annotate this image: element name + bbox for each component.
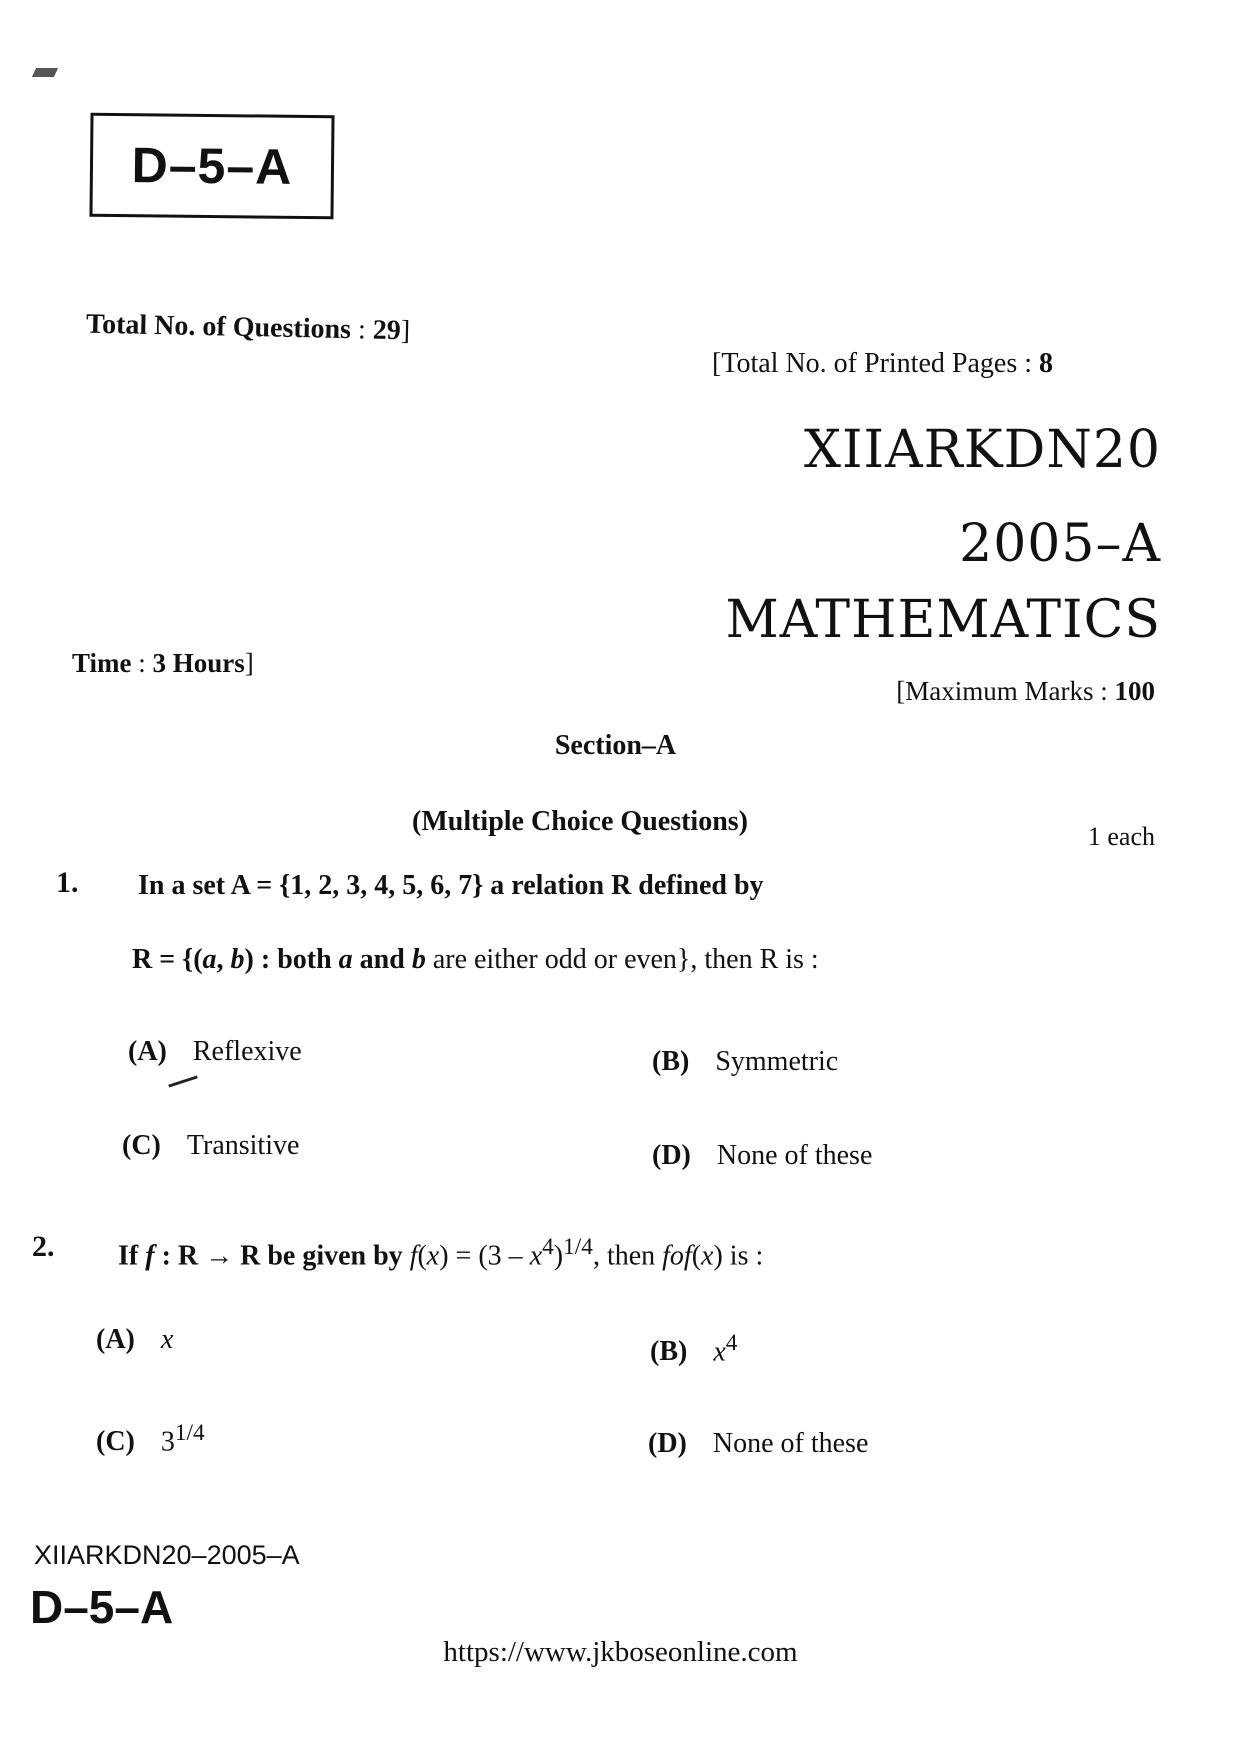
- option-b: [652, 1046, 838, 1078]
- option-text: 3: [160, 1426, 175, 1458]
- math-var: a: [202, 944, 217, 975]
- option-c: [122, 1130, 299, 1162]
- footer-url: https://www.jkboseonline.com: [443, 1636, 798, 1668]
- question-text: In a set A = {1, 2, 3, 4, 5, 6, 7} a relation R defined by: [138, 870, 764, 901]
- total-printed-pages: [Total No. of Printed Pages : 8: [712, 348, 1053, 379]
- paper-code-text: D–5–A: [131, 137, 293, 195]
- option-label: (C): [122, 1130, 161, 1161]
- total-pages-label: Total No. of Printed Pages: [721, 348, 1018, 379]
- math-var: fof: [662, 1240, 692, 1272]
- exam-code: XIIARKDN20: [803, 420, 1161, 480]
- text-part: If: [118, 1240, 146, 1272]
- superscript: 4: [542, 1234, 554, 1260]
- time-label: Time: [72, 648, 132, 678]
- option-b: [650, 1330, 737, 1368]
- total-questions-value: 29: [372, 314, 402, 347]
- option-c: [96, 1420, 205, 1458]
- text-part: , then: [592, 1240, 663, 1272]
- pen-tick-mark: [168, 1075, 197, 1087]
- option-text: x: [713, 1336, 726, 1368]
- option-superscript: 4: [725, 1330, 738, 1356]
- superscript: 1/4: [563, 1234, 593, 1260]
- question-text-line: [132, 944, 819, 976]
- maximum-marks: [Maximum Marks : 100: [896, 676, 1155, 706]
- math-var: b: [411, 944, 426, 975]
- option-label: (A): [96, 1324, 135, 1355]
- question-number: 2.: [32, 1230, 55, 1263]
- option-label: (B): [650, 1336, 688, 1368]
- subject-title: MATHEMATICS: [725, 590, 1161, 650]
- total-questions: Total No. of Questions : 29]: [85, 308, 411, 347]
- question-number: 1.: [56, 866, 79, 899]
- footer-code: XIIARKDN20–2005–A: [34, 1540, 300, 1570]
- section-heading: [0, 730, 1241, 762]
- mcq-heading: (Multiple Choice Questions): [412, 806, 748, 837]
- question-text-line: [118, 1234, 763, 1272]
- option-d: [652, 1140, 872, 1172]
- text-part: ) : both: [244, 944, 339, 975]
- option-superscript: 1/4: [174, 1420, 205, 1446]
- option-text: None of these: [716, 1140, 873, 1171]
- text-part: (: [691, 1240, 702, 1272]
- text-part: and: [352, 944, 412, 975]
- math-var: f: [409, 1240, 418, 1272]
- text-part: ): [553, 1240, 564, 1272]
- text-part: ) = (3 –: [439, 1240, 530, 1272]
- math-var: b: [230, 944, 245, 975]
- text-part: are either odd or even}, then R is :: [425, 944, 819, 975]
- option-text: Transitive: [186, 1130, 300, 1161]
- total-questions-label: Total No. of Questions: [85, 308, 352, 346]
- paper-code-box: [89, 113, 334, 220]
- time-value: 3 Hours: [152, 648, 245, 678]
- exam-time: Time : 3 Hours]: [72, 648, 254, 678]
- text-part: : R → R be given by: [154, 1240, 410, 1272]
- math-var: x: [529, 1240, 543, 1272]
- question-text-line: [138, 870, 764, 902]
- max-marks-value: 100: [1114, 676, 1155, 706]
- option-text: x: [160, 1324, 174, 1355]
- total-pages-value: 8: [1039, 348, 1053, 379]
- scan-corner-mark: [32, 68, 58, 77]
- exam-year: 2005–A: [959, 514, 1161, 574]
- text-part: ,: [216, 944, 231, 975]
- marks-each: 1 each: [1087, 822, 1155, 851]
- math-var: f: [145, 1240, 155, 1272]
- footer-short-code: D–5–A: [30, 1581, 174, 1633]
- option-a: [128, 1036, 302, 1068]
- option-text: None of these: [712, 1428, 869, 1459]
- option-text: Reflexive: [192, 1036, 302, 1067]
- option-d: [648, 1428, 868, 1460]
- math-var: x: [426, 1240, 440, 1272]
- option-label: (C): [96, 1426, 135, 1458]
- option-label: (D): [648, 1428, 687, 1459]
- option-label: (A): [128, 1036, 167, 1067]
- math-var: a: [338, 944, 353, 975]
- section-title: Section–A: [554, 730, 677, 761]
- option-label: (B): [652, 1046, 690, 1077]
- text-part: R = {(: [132, 944, 203, 975]
- text-part: (: [417, 1240, 427, 1272]
- option-text: Symmetric: [715, 1046, 839, 1077]
- text-part: ) is :: [713, 1240, 764, 1272]
- max-marks-label: Maximum Marks: [905, 676, 1094, 706]
- math-var: x: [701, 1240, 714, 1272]
- option-label: (D): [652, 1140, 691, 1171]
- option-a: [96, 1324, 173, 1356]
